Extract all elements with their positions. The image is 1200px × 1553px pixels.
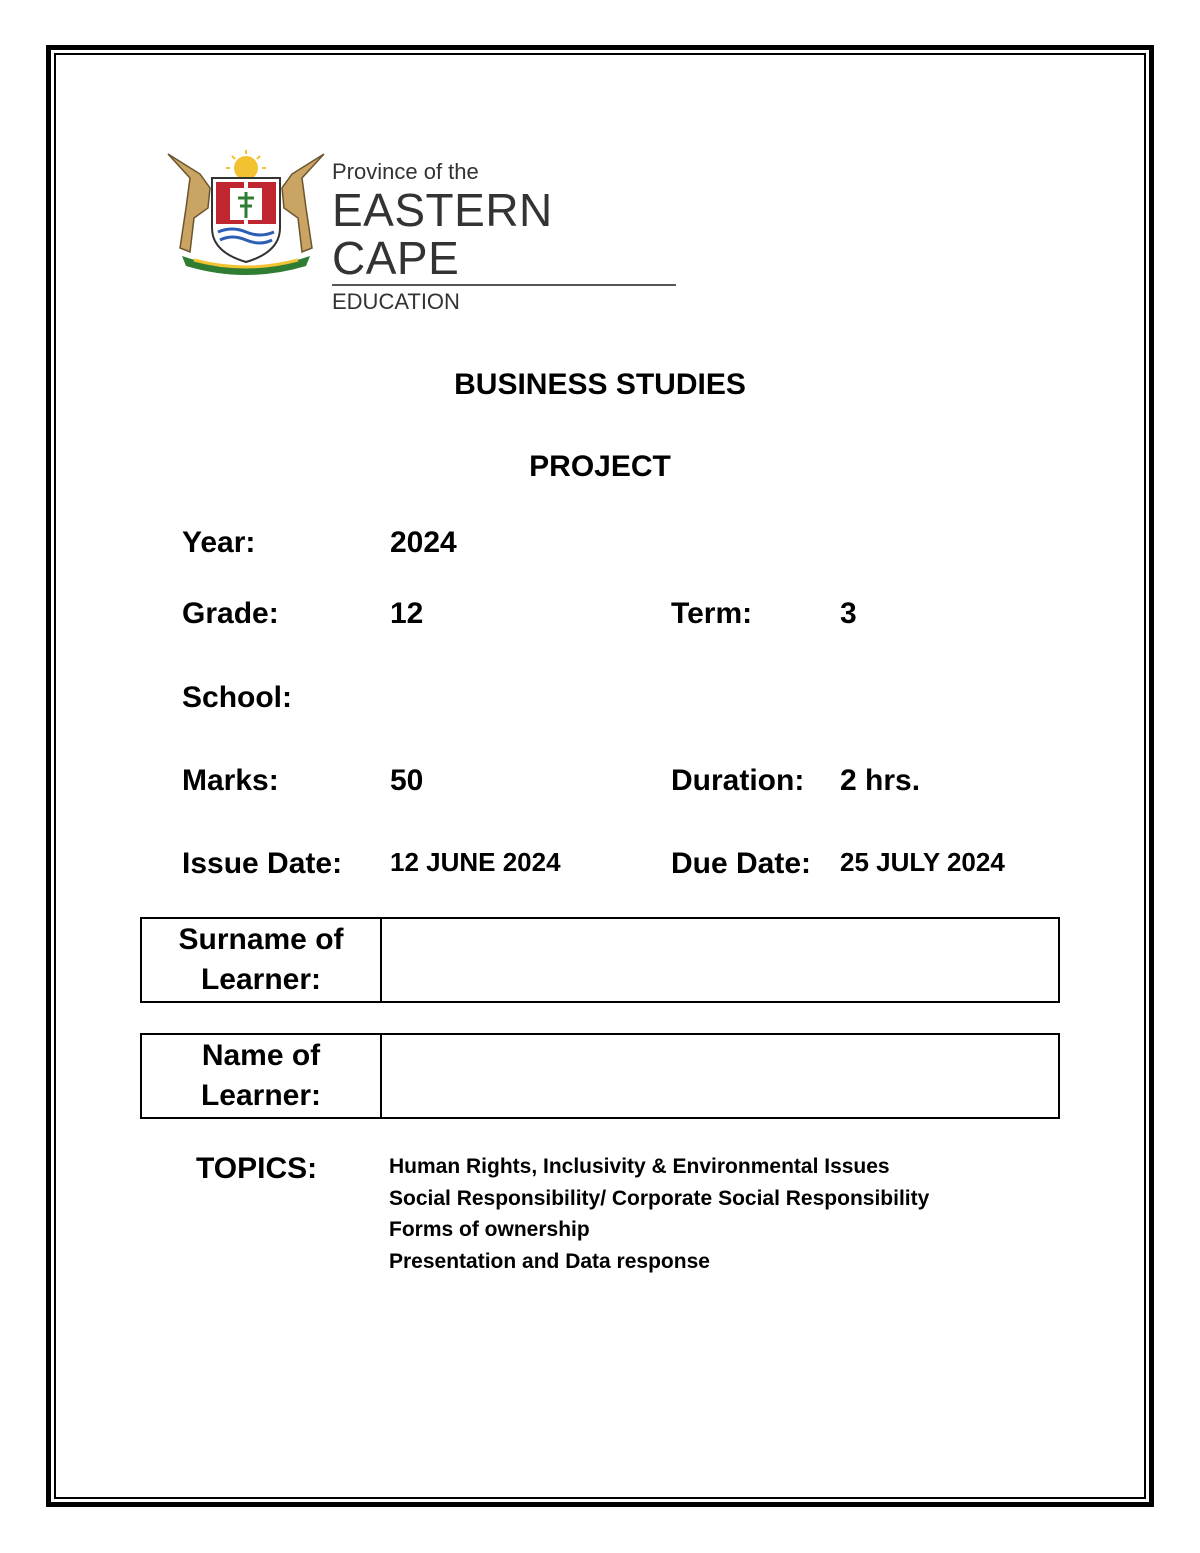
issue-date-value: 12 JUNE 2024 <box>390 847 561 877</box>
grade-label: Grade: <box>182 597 279 630</box>
logo-divider <box>332 284 676 286</box>
surname-box <box>140 917 1060 1003</box>
subject-title: BUSINESS STUDIES <box>454 368 746 401</box>
name-label: Name of Learner: <box>142 1035 382 1117</box>
surname-field[interactable] <box>382 919 1058 1001</box>
year-value: 2024 <box>390 526 457 559</box>
logo-education-text: EDUCATION <box>332 289 460 314</box>
term-label: Term: <box>671 597 753 630</box>
topic-item: Human Rights, Inclusivity & Environmental Issues <box>389 1155 890 1178</box>
due-date-value: 25 JULY 2024 <box>840 847 1005 877</box>
name-field[interactable] <box>382 1035 1058 1117</box>
term-value: 3 <box>840 597 857 630</box>
duration-label: Duration: <box>671 764 805 797</box>
marks-label: Marks: <box>182 764 279 797</box>
logo-eastern-cape-text: EASTERN CAPE <box>332 184 553 284</box>
year-label: Year: <box>182 526 256 559</box>
duration-value: 2 hrs. <box>840 764 921 797</box>
logo-province-text: Province of the <box>332 159 479 184</box>
topic-item: Presentation and Data response <box>389 1249 710 1273</box>
due-date-label: Due Date: <box>671 847 812 880</box>
issue-date-label: Issue Date: <box>182 847 343 880</box>
topic-item: Forms of ownership <box>389 1218 590 1241</box>
coat-of-arms-icon <box>160 148 332 276</box>
topics-label: TOPICS: <box>196 1152 318 1185</box>
task-title: PROJECT <box>529 450 671 483</box>
surname-label: Surname of Learner: <box>142 919 382 1001</box>
marks-value: 50 <box>390 764 424 797</box>
topic-item: Social Responsibility/ Corporate Social Responsibility <box>389 1186 930 1210</box>
grade-value: 12 <box>390 597 424 630</box>
topics-list <box>389 1151 929 1277</box>
name-box <box>140 1033 1060 1119</box>
school-label: School: <box>182 681 292 714</box>
eastern-cape-education-logo <box>160 148 680 314</box>
